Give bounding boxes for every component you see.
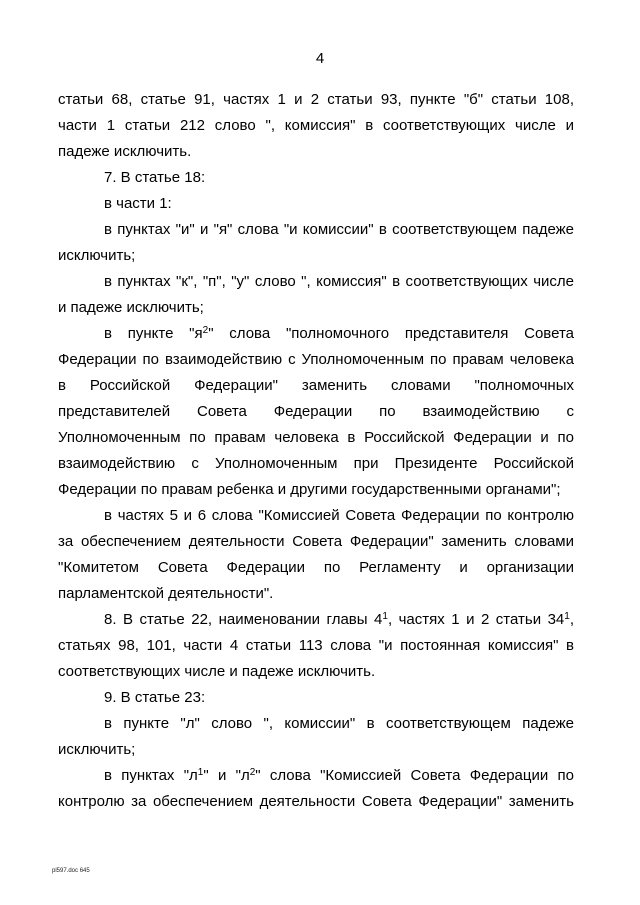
text-line: и падеже исключить; <box>58 299 204 316</box>
text-line <box>58 763 574 789</box>
text-fragment: в пунктах "л <box>104 767 198 784</box>
text-fragment: , <box>569 611 574 628</box>
text-line: парламентской деятельности". <box>58 585 274 602</box>
text-line: исключить; <box>58 247 136 264</box>
text-line: в Российской Федерации" заменить словами "полномочных <box>58 377 574 394</box>
text-line: Федерации по взаимодействию с Уполномоченным по правам человека <box>58 351 574 368</box>
text-fragment: " слова "Комиссией Совета Федерации по <box>255 767 575 784</box>
text-line: статьях 98, 101, части 4 статьи 113 слова "и постоянная комиссия" в <box>58 637 574 654</box>
text-line: "Комитетом Совета Федерации по Регламенту и организации <box>58 559 574 576</box>
text-line: Уполномоченным по правам человека в Российской Федерации и по <box>58 429 574 446</box>
superscript: 1 <box>564 611 570 622</box>
text-line: падеже исключить. <box>58 143 192 160</box>
superscript: 1 <box>382 611 388 622</box>
text-line: в частях 5 и 6 слова "Комиссией Совета Федерации по контролю <box>104 507 574 524</box>
text-line: в пунктах "к", "п", "у" слово ", комиссия" в соответствующих числе <box>104 273 574 290</box>
text-line: в пункте "л" слово ", комиссии" в соответствующем падеже <box>104 715 574 732</box>
text-line <box>58 321 574 347</box>
text-line: контролю за обеспечением деятельности Совета Федерации" заменить <box>58 793 574 810</box>
superscript: 1 <box>197 767 204 778</box>
text-fragment: " слова "полномочного представителя Совета <box>208 325 574 342</box>
page-number: 4 <box>315 50 325 67</box>
text-line: части 1 статьи 212 слово ", комиссия" в соответствующих числе и <box>58 117 574 134</box>
text-line: за обеспечением деятельности Совета Федерации" заменить словами <box>58 533 574 550</box>
text-line: Федерации по правам ребенка и другими государственными органами"; <box>58 481 561 498</box>
text-line: в пунктах "и" и "я" слова "и комиссии" в соответствующем падеже <box>104 221 574 238</box>
text-line: взаимодействию с Уполномоченным при Президенте Российской <box>58 455 574 472</box>
text-line: соответствующих числе и падеже исключить. <box>58 663 376 680</box>
text-line: статьи 68, статье 91, частях 1 и 2 статьи 93, пункте "б" статьи 108, <box>58 91 574 108</box>
text-line: в части 1: <box>104 195 172 212</box>
text-fragment: , частях 1 и 2 статьи 34 <box>387 611 565 628</box>
section-heading: 7. В статье 18: <box>104 169 206 186</box>
superscript: 2 <box>202 325 209 336</box>
footer-file-id: pl597.doc 645 <box>52 868 90 874</box>
superscript: 2 <box>249 767 256 778</box>
text-fragment: в пункте "я <box>104 325 203 342</box>
text-fragment: " и "л <box>203 767 250 784</box>
text-fragment: 8. В статье 22, наименовании главы 4 <box>104 611 383 628</box>
text-line: представителей Совета Федерации по взаимодействию с <box>58 403 574 420</box>
section-heading <box>58 607 574 633</box>
text-line: исключить; <box>58 741 136 758</box>
section-heading: 9. В статье 23: <box>104 689 206 706</box>
